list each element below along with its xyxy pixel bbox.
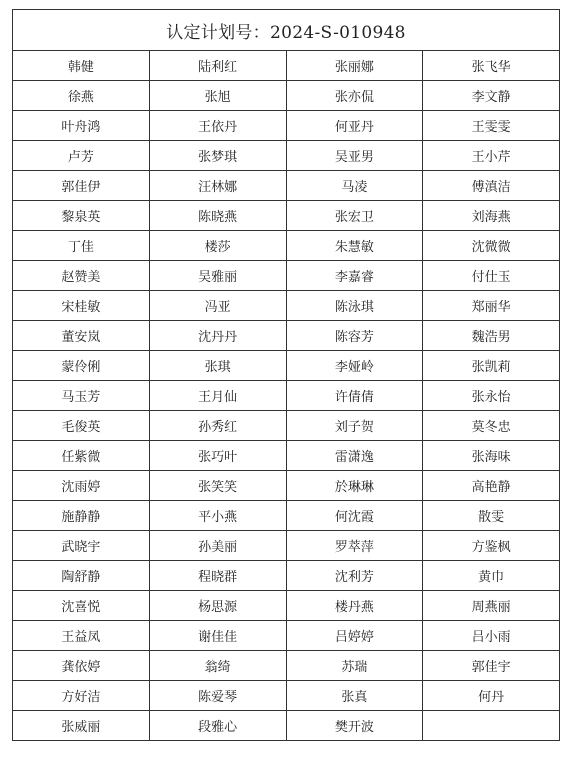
name-cell [423,711,560,741]
name-cell: 陶舒静 [13,561,150,591]
name-cell: 张威丽 [13,711,150,741]
name-cell: 张琪 [149,351,286,381]
name-cell: 吴雅丽 [149,261,286,291]
table-row [13,681,560,711]
name-cell: 丁佳 [13,231,150,261]
name-cell: 武晓宇 [13,531,150,561]
name-cell: 赵赞美 [13,261,150,291]
table-row [13,321,560,351]
name-cell: 黄巾 [423,561,560,591]
table-row [13,201,560,231]
name-cell: 孙秀红 [149,411,286,441]
name-cell: 卢芳 [13,141,150,171]
name-cell: 马玉芳 [13,381,150,411]
name-cell: 吴亚男 [286,141,423,171]
name-cell: 施静静 [13,501,150,531]
name-cell: 张永怡 [423,381,560,411]
name-cell: 张凯莉 [423,351,560,381]
name-cell: 莫冬忠 [423,411,560,441]
name-cell: 李娅岭 [286,351,423,381]
name-cell: 陈晓燕 [149,201,286,231]
name-cell: 樊开波 [286,711,423,741]
name-cell: 任紫微 [13,441,150,471]
name-cell: 毛俊英 [13,411,150,441]
name-cell: 朱慧敏 [286,231,423,261]
name-cell: 楼莎 [149,231,286,261]
table-row [13,381,560,411]
table-row [13,351,560,381]
name-cell: 陈泳琪 [286,291,423,321]
name-cell: 叶舟鸿 [13,111,150,141]
name-cell: 陈容芳 [286,321,423,351]
name-cell: 苏瑞 [286,651,423,681]
table-row [13,471,560,501]
name-cell: 方好洁 [13,681,150,711]
name-cell: 陈爱琴 [149,681,286,711]
name-cell: 沈雨婷 [13,471,150,501]
roster-table-body [13,10,560,741]
name-cell: 张海味 [423,441,560,471]
name-cell: 魏浩男 [423,321,560,351]
table-row [13,261,560,291]
name-cell: 吕小雨 [423,621,560,651]
table-row [13,81,560,111]
name-cell: 何沈霞 [286,501,423,531]
name-cell: 李文静 [423,81,560,111]
name-cell: 罗萃萍 [286,531,423,561]
table-row [13,291,560,321]
table-row [13,231,560,261]
name-cell: 龚依婷 [13,651,150,681]
name-cell: 王依丹 [149,111,286,141]
name-cell: 谢佳佳 [149,621,286,651]
name-cell: 张旭 [149,81,286,111]
table-row [13,111,560,141]
table-row [13,141,560,171]
roster-table [12,9,560,741]
table-row [13,561,560,591]
name-cell: 沈喜悦 [13,591,150,621]
name-cell: 张真 [286,681,423,711]
name-cell: 蒙伶俐 [13,351,150,381]
name-cell: 宋桂敏 [13,291,150,321]
table-row [13,621,560,651]
name-cell: 付仕玉 [423,261,560,291]
name-cell: 高艳静 [423,471,560,501]
name-cell: 张飞华 [423,51,560,81]
name-cell: 孙美丽 [149,531,286,561]
name-cell: 许倩倩 [286,381,423,411]
name-cell: 散雯 [423,501,560,531]
name-cell: 沈利芳 [286,561,423,591]
name-cell: 程晓群 [149,561,286,591]
name-cell: 冯亚 [149,291,286,321]
name-cell: 沈微微 [423,231,560,261]
name-cell: 平小燕 [149,501,286,531]
name-cell: 张梦琪 [149,141,286,171]
name-cell: 刘海燕 [423,201,560,231]
table-row [13,51,560,81]
name-cell: 李嘉睿 [286,261,423,291]
name-cell: 王小芹 [423,141,560,171]
name-cell: 陆利红 [149,51,286,81]
name-cell: 王月仙 [149,381,286,411]
name-cell: 张笑笑 [149,471,286,501]
name-cell: 郭佳宇 [423,651,560,681]
table-row [13,711,560,741]
name-cell: 何丹 [423,681,560,711]
plan-number-title: 认定计划号：2024-S-010948 [13,10,560,51]
name-cell: 傅滇洁 [423,171,560,201]
table-row [13,531,560,561]
name-cell: 郭佳伊 [13,171,150,201]
name-cell: 张巧叶 [149,441,286,471]
name-cell: 杨思源 [149,591,286,621]
title-row [13,10,560,51]
name-cell: 马凌 [286,171,423,201]
name-cell: 张丽娜 [286,51,423,81]
name-cell: 沈丹丹 [149,321,286,351]
name-cell: 周燕丽 [423,591,560,621]
name-cell: 刘子贺 [286,411,423,441]
name-cell: 汪林娜 [149,171,286,201]
name-cell: 王益凤 [13,621,150,651]
name-cell: 翁绮 [149,651,286,681]
table-row [13,501,560,531]
name-cell: 段雅心 [149,711,286,741]
table-row [13,651,560,681]
table-row [13,591,560,621]
table-row [13,441,560,471]
name-cell: 於琳琳 [286,471,423,501]
table-row [13,411,560,441]
name-cell: 董安岚 [13,321,150,351]
name-cell: 张亦侃 [286,81,423,111]
name-cell: 楼丹燕 [286,591,423,621]
name-cell: 徐燕 [13,81,150,111]
name-cell: 张宏卫 [286,201,423,231]
name-cell: 郑丽华 [423,291,560,321]
name-cell: 韩健 [13,51,150,81]
name-cell: 雷潇逸 [286,441,423,471]
name-cell: 吕婷婷 [286,621,423,651]
table-row [13,171,560,201]
name-cell: 方鉴枫 [423,531,560,561]
name-cell: 王雯雯 [423,111,560,141]
name-cell: 何亚丹 [286,111,423,141]
name-cell: 黎泉英 [13,201,150,231]
